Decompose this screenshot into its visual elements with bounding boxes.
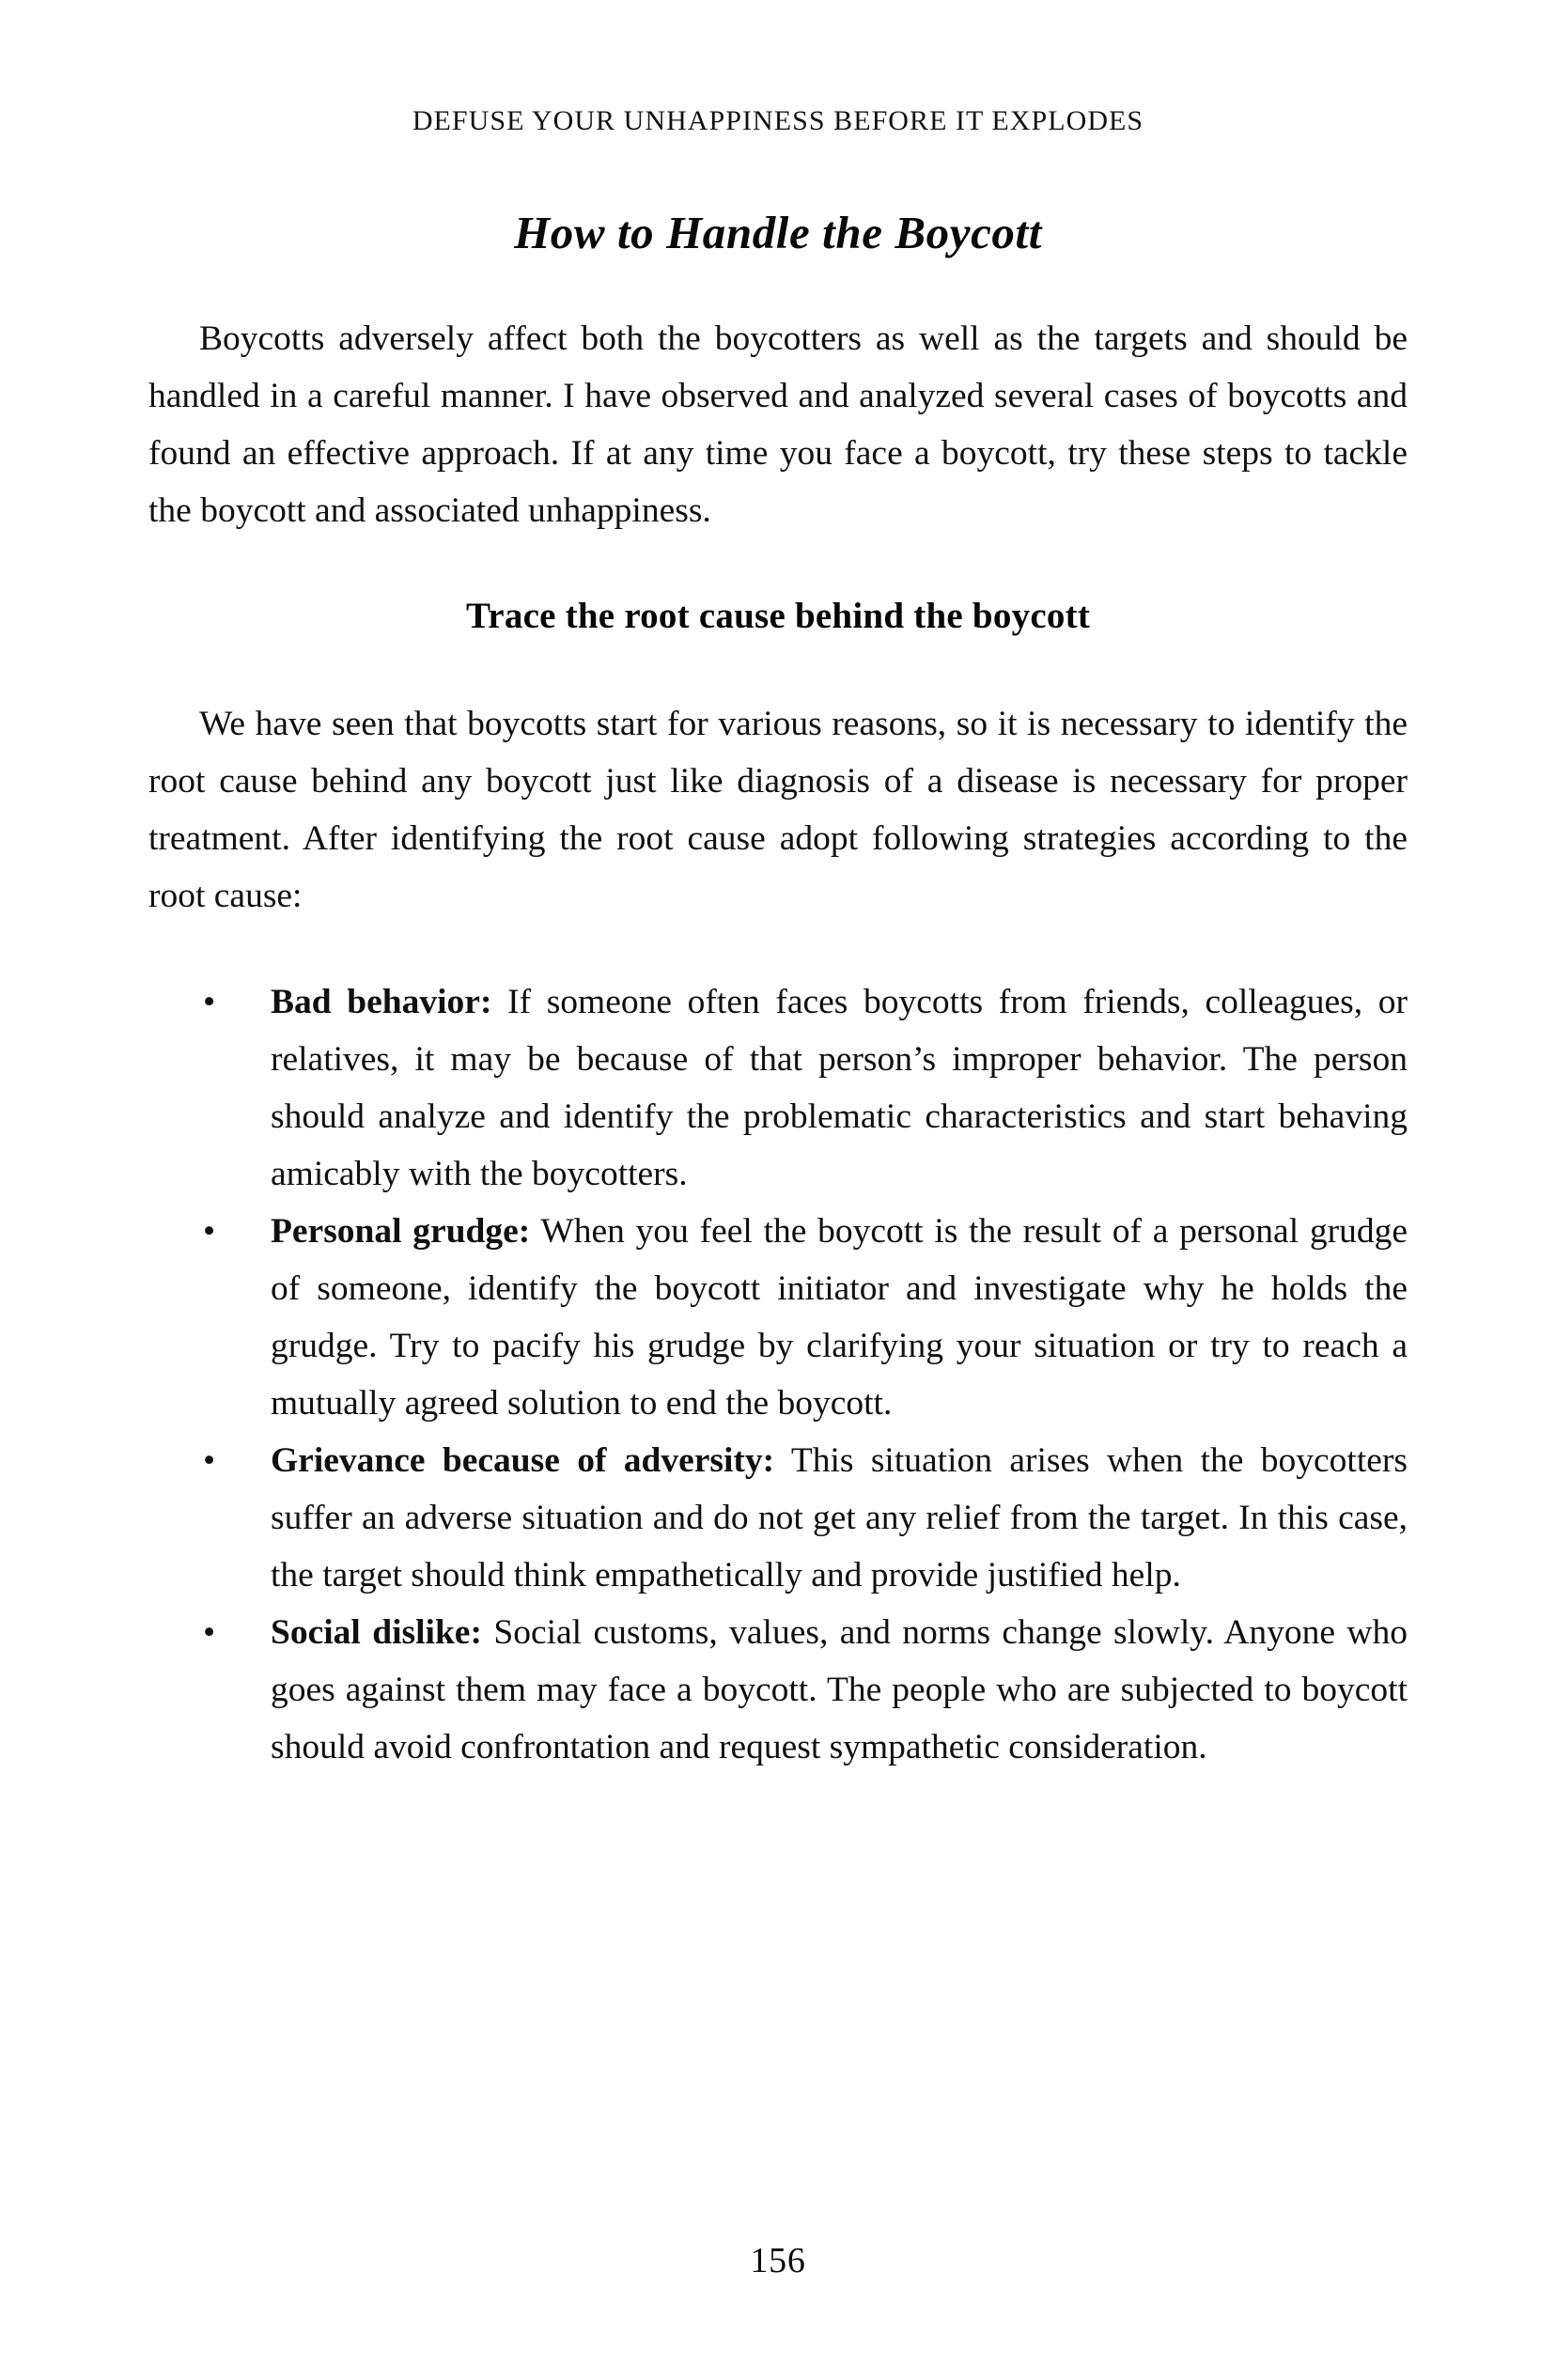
list-item xyxy=(148,1432,1408,1604)
section-heading: Trace the root cause behind the boycott xyxy=(465,596,1091,636)
list-item-text: When you feel the boycott is the result of a personal grudge of someone, identify the boycott initiator and investigate why he holds the grudge. Try to pacify his grudge by clarifying your situation or try to reach a mutually agreed solution to end the boycott. xyxy=(271,1212,1408,1423)
list-item xyxy=(148,1604,1408,1776)
bullet-icon: • xyxy=(203,1441,216,1480)
list-item-lead-in: Social dislike: xyxy=(271,1613,482,1652)
section-paragraph: We have seen that boycotts start for various reasons, so it is necessary to identify the root cause behind any boycott just like diagnosis of a disease is necessary for proper treatment. After identifying the root cause adopt following strategies according to the root cause: xyxy=(148,705,1408,915)
spacer xyxy=(148,539,1408,588)
list-item-text: This situation arises when the boycotters suffer an adverse situation and do not get any relief from the target. In this case, the target should think empathetically and provide justified help. xyxy=(271,1441,1408,1594)
list-item xyxy=(148,1203,1408,1432)
intro-paragraph: Boycotts adversely affect both the boycotters as well as the targets and should be handled in a careful manner. I have observed and analyzed several cases of boycotts and found an effective approach. If at any time you face a boycott, try these steps to tackle the boycott and associated unhappiness. xyxy=(148,319,1408,530)
list-item xyxy=(148,973,1408,1203)
running-header: DEFUSE YOUR UNHAPPINESS BEFORE IT EXPLODES xyxy=(412,105,1144,136)
page-number: 156 xyxy=(750,2241,806,2280)
list-item-text: If someone often faces boycotts from friends, colleagues, or relatives, it may be because of that person’s improper behavior. The person should analyze and identify the problematic characteristics and start behaving amicably with the boycotters. xyxy=(271,983,1408,1193)
strategies-list xyxy=(148,973,1408,1776)
page-title: How to Handle the Boycott xyxy=(514,206,1042,258)
list-item-text: Social customs, values, and norms change slowly. Anyone who goes against them may face a boycott. The people who are subjected to boycott should avoid confrontation and request sympathetic consideration. xyxy=(271,1613,1408,1766)
bullet-icon: • xyxy=(203,983,216,1021)
spacer xyxy=(148,645,1408,695)
list-item-lead-in: Grievance because of adversity: xyxy=(271,1441,775,1480)
list-item-lead-in: Bad behavior: xyxy=(271,983,492,1021)
page-body xyxy=(148,310,1408,1776)
spacer xyxy=(148,925,1408,973)
list-item-lead-in: Personal grudge: xyxy=(271,1212,531,1251)
bullet-icon: • xyxy=(203,1613,216,1652)
bullet-icon: • xyxy=(203,1212,216,1251)
